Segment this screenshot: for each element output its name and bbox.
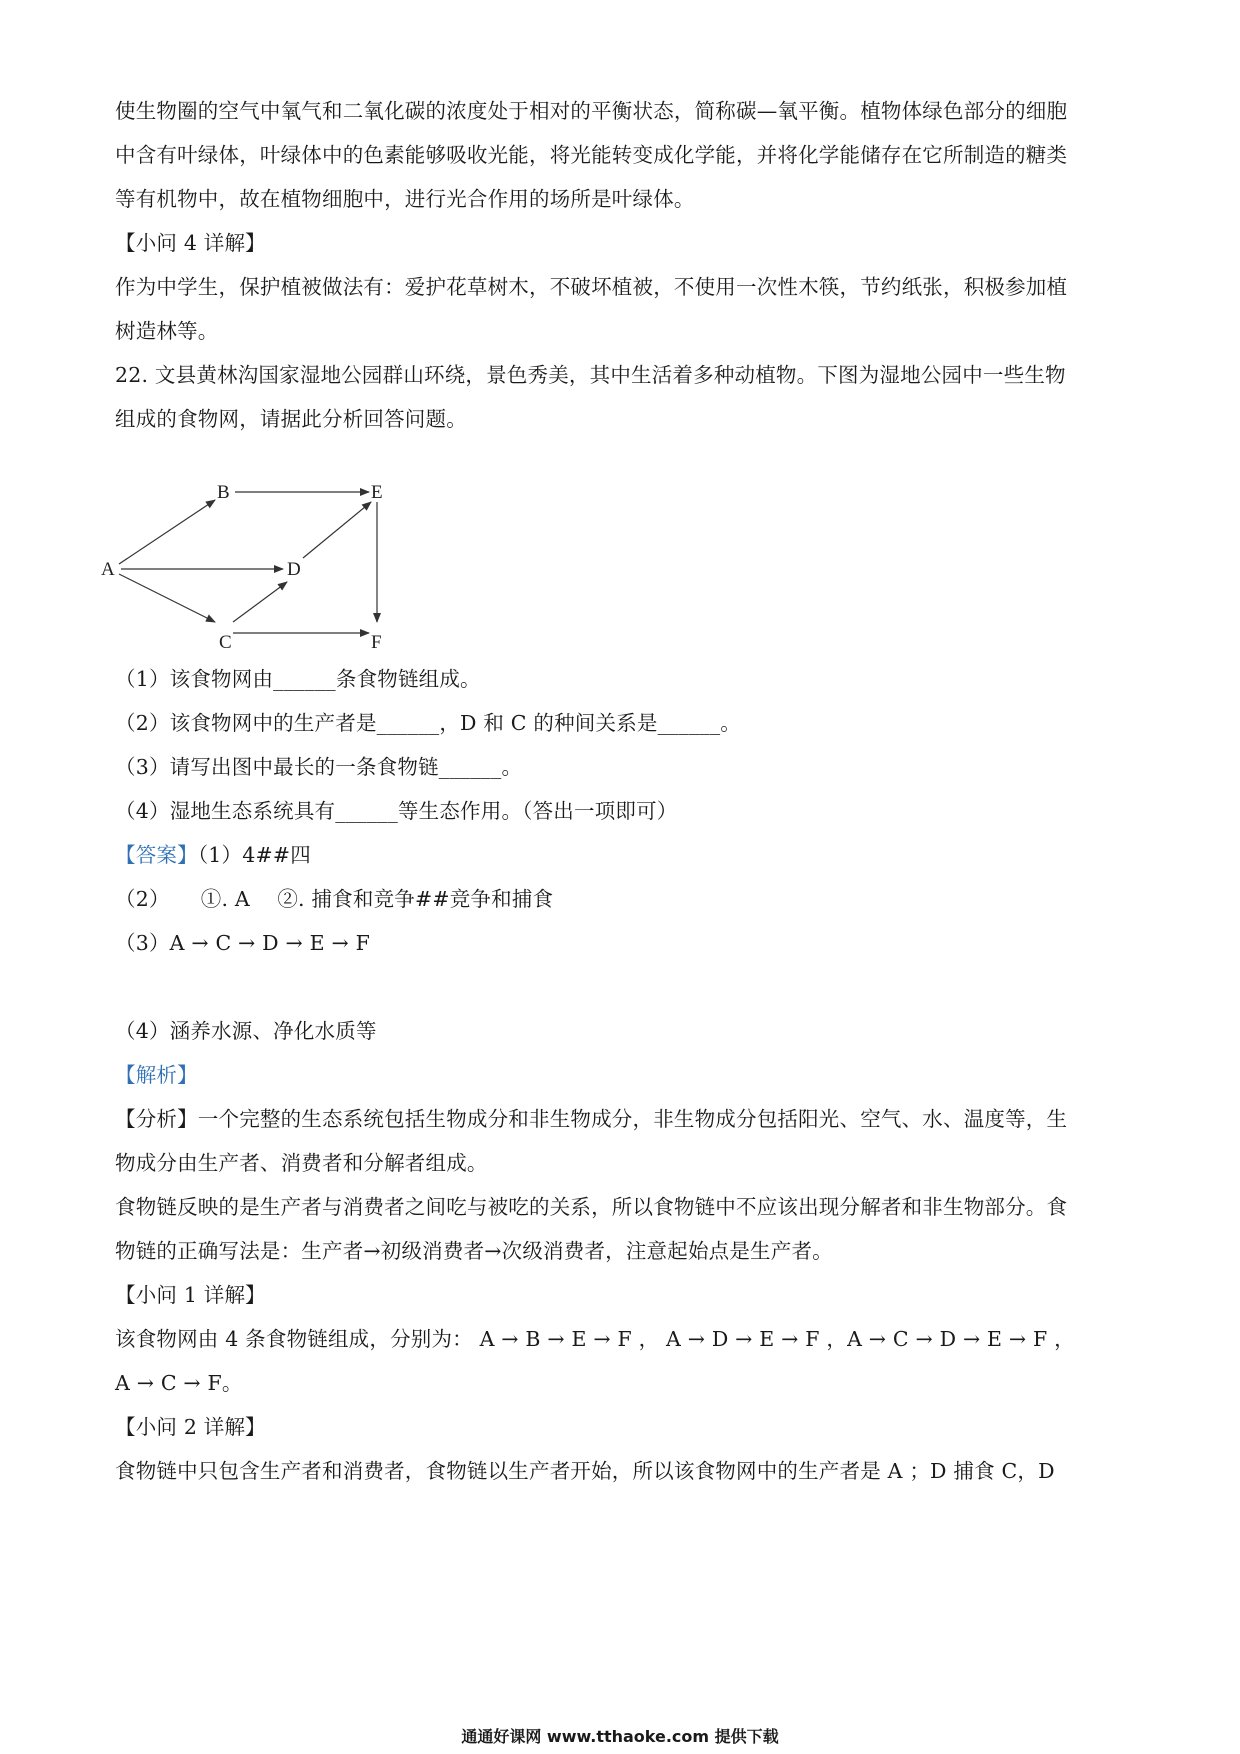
answer-1: （1）4##四 xyxy=(197,843,311,867)
node-f: F xyxy=(371,632,382,653)
edge-d-e xyxy=(303,502,371,558)
section-header: 【小问 1 详解】 xyxy=(115,1283,266,1307)
node-d: D xyxy=(287,559,301,580)
paragraph-line: A → C → F。 xyxy=(115,1371,243,1395)
edge-c-d xyxy=(233,582,287,622)
analysis-line: 物成分由生产者、消费者和分解者组成。 xyxy=(115,1151,488,1175)
node-c: C xyxy=(219,632,232,653)
paragraph-line: 作为中学生，保护植被做法有：爱护花草树木，不破坏植被，不使用一次性木筷，节约纸张，积极参加植 xyxy=(115,275,1068,299)
node-a: A xyxy=(101,559,115,580)
page-footer: 通通好课网 www.tthaoke.com 提供下载 xyxy=(461,1727,779,1746)
analysis-label: 【解析】 xyxy=(115,1063,198,1087)
answer-line-1 xyxy=(115,840,1125,870)
paragraph-line: 树造林等。 xyxy=(115,319,219,343)
paragraph-line: 该食物网由 4 条食物链组成，分别为： A → B → E → F ， A → D → E → F ，A → C → D → E → F ， xyxy=(115,1327,1075,1351)
paragraph-line: 等有机物中，故在植物细胞中，进行光合作用的场所是叶绿体。 xyxy=(115,187,695,211)
analysis-line: 物链的正确写法是：生产者→初级消费者→次级消费者，注意起始点是生产者。 xyxy=(115,1239,833,1263)
node-b: B xyxy=(217,482,230,503)
section-header: 【小问 2 详解】 xyxy=(115,1415,266,1439)
edge-a-c xyxy=(119,574,215,622)
answer-4: （4）涵养水源、净化水质等 xyxy=(115,1019,377,1043)
answer-2: （2） ①. A ②. 捕食和竞争##竞争和捕食 xyxy=(115,887,554,911)
subquestion-4: （4）湿地生态系统具有______等生态作用。（答出一项即可） xyxy=(115,799,678,823)
analysis-line: 【分析】一个完整的生态系统包括生物成分和非生物成分，非生物成分包括阳光、空气、水、温度等，生 xyxy=(115,1107,1068,1131)
subquestion-3: （3）请写出图中最长的一条食物链______。 xyxy=(115,755,523,779)
subquestion-1: （1）该食物网由______条食物链组成。 xyxy=(115,667,481,691)
paragraph-line: 使生物圈的空气中氧气和二氧化碳的浓度处于相对的平衡状态，简称碳—氧平衡。植物体绿色部分的细胞 xyxy=(115,99,1068,123)
section-header: 【小问 4 详解】 xyxy=(115,231,266,255)
question-text: 22. 文县黄林沟国家湿地公园群山环绕，景色秀美，其中生活着多种动植物。下图为湿地公园中一些生物 xyxy=(115,363,1066,387)
edge-a-b xyxy=(119,500,215,564)
node-e: E xyxy=(371,482,383,503)
food-web-diagram xyxy=(101,478,405,653)
paragraph-line: 中含有叶绿体，叶绿体中的色素能够吸收光能，将光能转变成化学能，并将化学能储存在它所制造的糖类 xyxy=(115,143,1068,167)
subquestion-2: （2）该食物网中的生产者是______，D 和 C 的种间关系是______。 xyxy=(115,711,742,735)
answer-3: （3）A → C → D → E → F xyxy=(115,931,370,955)
analysis-line: 食物链反映的是生产者与消费者之间吃与被吃的关系，所以食物链中不应该出现分解者和非生物部分。食 xyxy=(115,1195,1068,1219)
paragraph-line: 食物链中只包含生产者和消费者，食物链以生产者开始，所以该食物网中的生产者是 A ；D 捕食 C，D xyxy=(115,1459,1055,1483)
question-text: 组成的食物网，请据此分析回答问题。 xyxy=(115,407,467,431)
answer-label: 【答案】 xyxy=(115,843,198,867)
